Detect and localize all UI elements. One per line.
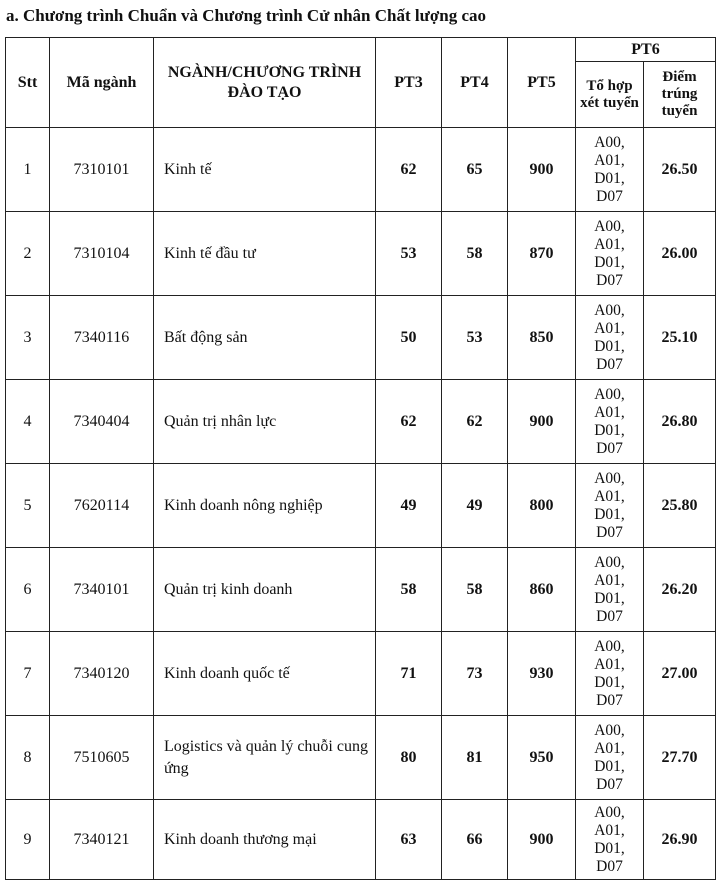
combo-code: D07	[596, 439, 623, 457]
combo-code: A00,	[594, 217, 625, 235]
cell-program-name: Kinh tế đầu tư	[154, 212, 376, 296]
cell-program-name: Bất động sản	[154, 296, 376, 380]
cell-code: 7310101	[50, 128, 154, 212]
combo-code: D01,	[594, 505, 625, 523]
cell-score: 26.00	[644, 212, 716, 296]
combo-code: D01,	[594, 757, 625, 775]
combo-code: D07	[596, 775, 623, 793]
table-body	[6, 128, 716, 880]
combo-code: D01,	[594, 673, 625, 691]
combo-code: A01,	[594, 655, 625, 673]
table-row	[6, 632, 716, 716]
cell-code: 7310104	[50, 212, 154, 296]
cell-pt5: 900	[508, 800, 576, 880]
combo-code: A01,	[594, 821, 625, 839]
combo-code: A00,	[594, 469, 625, 487]
cell-combo	[576, 716, 644, 800]
cell-code: 7340121	[50, 800, 154, 880]
combo-code: A00,	[594, 301, 625, 319]
cell-pt4: 66	[442, 800, 508, 880]
header-pt5: PT5	[508, 38, 576, 128]
cell-program-name: Logistics và quản lý chuỗi cung ứng	[154, 716, 376, 800]
cell-code: 7340101	[50, 548, 154, 632]
combo-code: A00,	[594, 803, 625, 821]
header-score: Điểm trúng tuyển	[644, 62, 716, 128]
combo-code: A00,	[594, 553, 625, 571]
table-row	[6, 128, 716, 212]
cell-pt3: 58	[376, 548, 442, 632]
cell-pt5: 850	[508, 296, 576, 380]
cell-stt: 8	[6, 716, 50, 800]
combo-code: A01,	[594, 403, 625, 421]
header-combo: Tổ hợp xét tuyển	[576, 62, 644, 128]
combo-code: D01,	[594, 253, 625, 271]
cell-pt3: 49	[376, 464, 442, 548]
cell-program-name: Kinh tế	[154, 128, 376, 212]
cell-code: 7510605	[50, 716, 154, 800]
table-row	[6, 464, 716, 548]
combo-code: A00,	[594, 637, 625, 655]
combo-code: A00,	[594, 133, 625, 151]
cell-pt5: 930	[508, 632, 576, 716]
cell-combo	[576, 380, 644, 464]
combo-code: A01,	[594, 739, 625, 757]
table-row	[6, 212, 716, 296]
combo-code: A00,	[594, 721, 625, 739]
cell-combo	[576, 212, 644, 296]
combo-code: D01,	[594, 589, 625, 607]
table-row	[6, 548, 716, 632]
section-heading: a. Chương trình Chuẩn và Chương trình Cử nhân Chất lượng cao	[6, 6, 486, 25]
cell-program-name: Quản trị kinh doanh	[154, 548, 376, 632]
cell-pt4: 73	[442, 632, 508, 716]
cell-stt: 7	[6, 632, 50, 716]
cell-combo	[576, 548, 644, 632]
combo-code: D01,	[594, 337, 625, 355]
cell-program-name: Quản trị nhân lực	[154, 380, 376, 464]
cell-code: 7340120	[50, 632, 154, 716]
header-stt: Stt	[6, 38, 50, 128]
cell-pt4: 62	[442, 380, 508, 464]
cell-combo	[576, 464, 644, 548]
cell-score: 26.80	[644, 380, 716, 464]
combo-code: D07	[596, 523, 623, 541]
cell-program-name: Kinh doanh quốc tế	[154, 632, 376, 716]
cell-score: 27.70	[644, 716, 716, 800]
cell-score: 25.80	[644, 464, 716, 548]
cell-pt3: 62	[376, 128, 442, 212]
cell-pt5: 900	[508, 128, 576, 212]
combo-code: A01,	[594, 319, 625, 337]
header-program: NGÀNH/CHƯƠNG TRÌNH ĐÀO TẠO	[154, 38, 376, 128]
cell-pt3: 50	[376, 296, 442, 380]
cell-program-name: Kinh doanh thương mại	[154, 800, 376, 880]
cell-pt5: 950	[508, 716, 576, 800]
cell-combo	[576, 296, 644, 380]
cell-pt3: 62	[376, 380, 442, 464]
combo-code: D07	[596, 187, 623, 205]
table-row	[6, 296, 716, 380]
cell-pt4: 53	[442, 296, 508, 380]
admission-table	[5, 37, 716, 880]
cell-pt3: 53	[376, 212, 442, 296]
cell-pt5: 860	[508, 548, 576, 632]
cell-stt: 1	[6, 128, 50, 212]
cell-score: 26.20	[644, 548, 716, 632]
combo-code: A00,	[594, 385, 625, 403]
combo-code: A01,	[594, 151, 625, 169]
cell-code: 7340404	[50, 380, 154, 464]
cell-combo	[576, 632, 644, 716]
combo-code: A01,	[594, 571, 625, 589]
combo-code: D01,	[594, 421, 625, 439]
cell-pt5: 900	[508, 380, 576, 464]
cell-pt4: 49	[442, 464, 508, 548]
header-pt3: PT3	[376, 38, 442, 128]
table-row	[6, 380, 716, 464]
cell-stt: 4	[6, 380, 50, 464]
header-pt4: PT4	[442, 38, 508, 128]
combo-code: A01,	[594, 235, 625, 253]
table-row	[6, 716, 716, 800]
cell-combo	[576, 128, 644, 212]
table-row	[6, 800, 716, 880]
cell-pt4: 81	[442, 716, 508, 800]
combo-code: D01,	[594, 839, 625, 857]
cell-pt4: 65	[442, 128, 508, 212]
cell-code: 7340116	[50, 296, 154, 380]
combo-code: D07	[596, 691, 623, 709]
cell-score: 27.00	[644, 632, 716, 716]
cell-pt4: 58	[442, 212, 508, 296]
cell-combo	[576, 800, 644, 880]
cell-stt: 2	[6, 212, 50, 296]
cell-score: 26.90	[644, 800, 716, 880]
header-code: Mã ngành	[50, 38, 154, 128]
combo-code: A01,	[594, 487, 625, 505]
cell-code: 7620114	[50, 464, 154, 548]
cell-score: 26.50	[644, 128, 716, 212]
cell-stt: 9	[6, 800, 50, 880]
combo-code: D07	[596, 355, 623, 373]
cell-pt3: 71	[376, 632, 442, 716]
header-pt6: PT6	[576, 38, 716, 62]
cell-pt3: 80	[376, 716, 442, 800]
combo-code: D07	[596, 607, 623, 625]
cell-stt: 5	[6, 464, 50, 548]
combo-code: D07	[596, 271, 623, 289]
cell-pt3: 63	[376, 800, 442, 880]
cell-program-name: Kinh doanh nông nghiệp	[154, 464, 376, 548]
cell-stt: 3	[6, 296, 50, 380]
cell-stt: 6	[6, 548, 50, 632]
combo-code: D07	[596, 857, 623, 875]
cell-pt5: 800	[508, 464, 576, 548]
cell-pt5: 870	[508, 212, 576, 296]
cell-score: 25.10	[644, 296, 716, 380]
combo-code: D01,	[594, 169, 625, 187]
cell-pt4: 58	[442, 548, 508, 632]
